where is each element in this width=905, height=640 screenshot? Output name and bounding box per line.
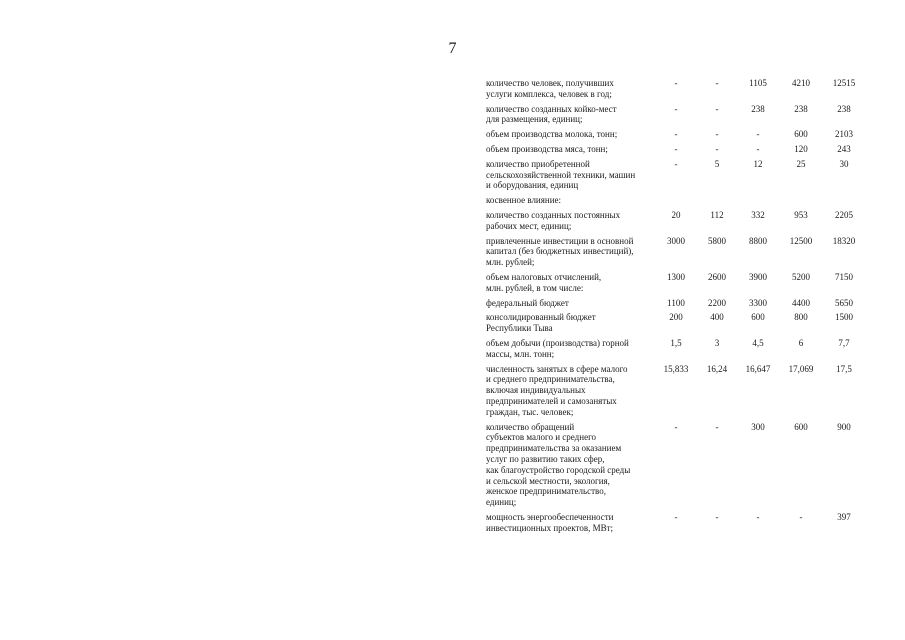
row-value: 397 (837, 511, 851, 522)
table-section-heading (486, 195, 866, 206)
row-value: 18320 (832, 235, 856, 246)
row-value: 3000 (667, 235, 685, 246)
table-row (486, 78, 866, 100)
row-value: 5 (714, 158, 720, 169)
row-value: 5800 (708, 235, 726, 246)
row-value: 16,24 (706, 363, 728, 374)
row-value: 3300 (749, 297, 767, 308)
row-value: 25 (796, 158, 806, 169)
table-row (486, 272, 866, 294)
row-value: 600 (794, 421, 808, 432)
row-value: 20 (671, 209, 681, 220)
row-value: 800 (794, 312, 808, 323)
table-row (486, 312, 866, 334)
indicator-table (486, 78, 866, 537)
row-value: 300 (751, 421, 765, 432)
row-label: объем производства молока, тонн; (486, 129, 618, 140)
table-row (486, 104, 866, 126)
row-value: - (674, 78, 678, 88)
row-value: 600 (794, 129, 808, 140)
row-value: - (674, 421, 678, 432)
row-value: 12500 (789, 235, 813, 246)
row-value: - (674, 143, 678, 154)
row-value: 15,833 (663, 363, 689, 374)
row-value: 238 (794, 103, 808, 114)
row-value: 1300 (667, 271, 685, 282)
row-value: - (674, 511, 678, 522)
row-value: 112 (710, 209, 724, 220)
table-row (486, 422, 866, 508)
row-value: 238 (837, 103, 851, 114)
row-value: 5200 (792, 271, 810, 282)
row-value: 8800 (749, 235, 767, 246)
row-value: 7150 (835, 271, 853, 282)
row-value: 1100 (667, 297, 685, 308)
row-value: 2200 (708, 297, 726, 308)
row-value: - (715, 421, 719, 432)
row-value: 5650 (835, 297, 853, 308)
row-value: 120 (794, 143, 808, 154)
row-value: 4400 (792, 297, 810, 308)
table-row (486, 129, 866, 140)
section-label: косвенное влияние: (486, 195, 562, 206)
row-label: количество обращений субъектов малого и среднего предпринимательства за оказанием услуг по развитию таких сфер, как благоустройство городской среды и сельской местности, экология, женское предпринимательство, единиц; (486, 421, 631, 508)
row-value: 1500 (835, 312, 853, 323)
row-label: объем производства мяса, тонн; (486, 143, 608, 154)
row-value: - (674, 158, 678, 169)
row-value: 16,647 (745, 363, 771, 374)
row-value: 200 (669, 312, 683, 323)
row-label: количество человек, получивших услуги комплекса, человек в год; (486, 78, 614, 99)
row-label: количество созданных постоянных рабочих мест, единиц; (486, 209, 621, 231)
row-value: 243 (837, 143, 851, 154)
row-value: 1,5 (670, 337, 682, 348)
row-value: - (715, 511, 719, 522)
row-label: количество созданных койко-мест для размещения, единиц; (486, 103, 617, 125)
row-value: 12 (753, 158, 763, 169)
row-value: 6 (798, 337, 804, 348)
row-value: - (715, 143, 719, 154)
row-value: 600 (751, 312, 765, 323)
row-value: - (674, 103, 678, 114)
row-label: объем налоговых отчислений, млн. рублей, в том числе: (486, 271, 602, 293)
row-value: - (756, 143, 760, 154)
table-row (486, 236, 866, 268)
row-label: консолидированный бюджет Республики Тыва (486, 312, 596, 334)
row-value: 7,7 (838, 337, 850, 348)
table-row (486, 512, 866, 534)
row-value: 400 (710, 312, 724, 323)
row-value: - (715, 103, 719, 114)
table-row (486, 338, 866, 360)
row-value: 17,069 (788, 363, 814, 374)
row-value: 953 (794, 209, 808, 220)
row-value: 2205 (835, 209, 853, 220)
row-label: мощность энергообеспеченности инвестиционных проектов, МВт; (486, 511, 614, 533)
page-number: 7 (448, 40, 457, 57)
row-label: количество приобретенной сельскохозяйственной техники, машин и оборудования, единиц (486, 158, 636, 191)
row-value: 3 (714, 337, 720, 348)
row-value: 3900 (749, 271, 767, 282)
row-value: 4,5 (752, 337, 764, 348)
row-value: - (756, 129, 760, 140)
row-value: 2103 (835, 129, 853, 140)
row-value: - (756, 511, 760, 522)
row-value: 17,5 (836, 363, 852, 374)
row-value: - (715, 129, 719, 140)
row-label: численность занятых в сфере малого и среднего предпринимательства, включая индивидуальных предпринимателей и самозанятых граждан, тыс. человек; (486, 363, 628, 417)
row-value: - (715, 78, 719, 88)
table-row (486, 159, 866, 191)
row-value: 2600 (708, 271, 726, 282)
row-value: 4210 (792, 78, 810, 88)
row-value: 900 (837, 421, 851, 432)
table-row (486, 364, 866, 418)
row-value: 1105 (749, 78, 767, 88)
row-value: 12515 (832, 78, 856, 88)
row-label: объем добычи (производства) горной массы, млн. тонн; (486, 337, 629, 359)
row-value: - (674, 129, 678, 140)
table-row (486, 210, 866, 232)
row-label: привлеченные инвестиции в основной капитал (без бюджетных инвестиций), млн. рублей; (486, 235, 634, 268)
row-label: федеральный бюджет (486, 297, 569, 308)
table-row (486, 298, 866, 309)
row-value: - (799, 511, 803, 522)
row-value: 332 (751, 209, 765, 220)
table-row (486, 144, 866, 155)
row-value: 238 (751, 103, 765, 114)
row-value: 30 (839, 158, 849, 169)
